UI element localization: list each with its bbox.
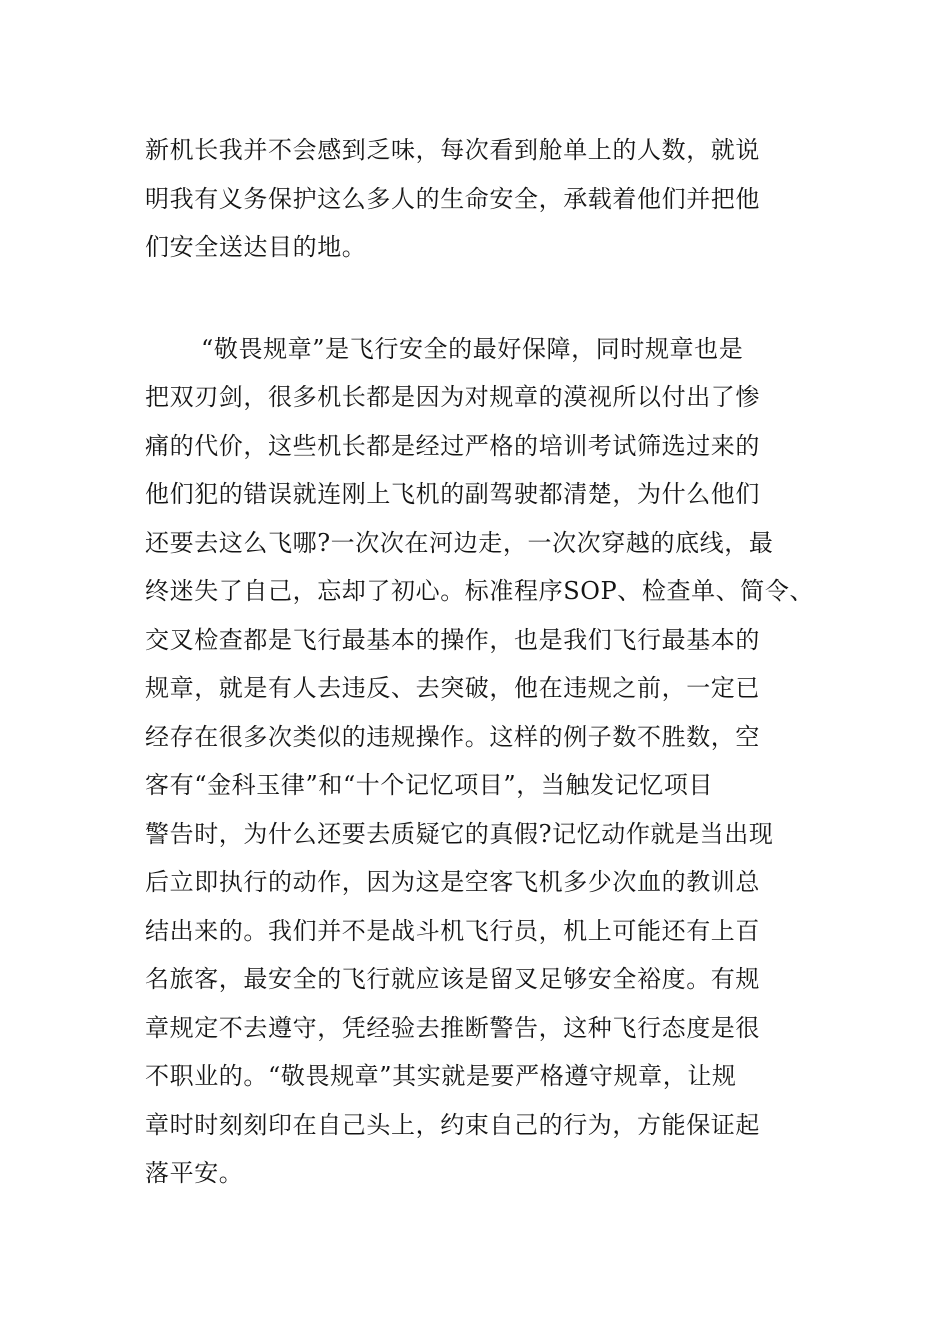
text-line: 还要去这么飞哪?一次次在河边走，一次次穿越的底线，最 (145, 529, 774, 557)
text-line: 新机长我并不会感到乏味，每次看到舱单上的人数，就说 (145, 136, 760, 164)
text-line: 结出来的。我们并不是战斗机飞行员，机上可能还有上百 (145, 917, 760, 945)
text-line: 章时时刻刻印在自己头上，约束自己的行为，方能保证起 (145, 1111, 760, 1139)
text-line: 章规定不去遵守，凭经验去推断警告，这种飞行态度是很 (145, 1014, 760, 1042)
text-line: 后立即执行的动作，因为这是空客飞机多少次血的教训总 (145, 868, 760, 896)
text-line: 规章，就是有人去违反、去突破，他在违规之前，一定已 (145, 674, 760, 702)
text-line: 名旅客，最安全的飞行就应该是留叉足够安全裕度。有规 (145, 965, 760, 993)
text-line: 们安全送达目的地。 (145, 233, 367, 261)
text-line: “敬畏规章”是飞行安全的最好保障，同时规章也是 (201, 335, 744, 363)
text-line: 客有“金科玉律”和“十个记忆项目”，当触发记忆项目 (145, 771, 714, 799)
text-line: 明我有义务保护这么多人的生命安全，承载着他们并把他 (145, 185, 760, 213)
text-line: 终迷失了自己，忘却了初心。标准程序SOP、检查单、简令、 (145, 577, 815, 605)
text-line: 警告时，为什么还要去质疑它的真假?记忆动作就是当出现 (145, 820, 774, 848)
text-line: 不职业的。“敬畏规章”其实就是要严格遵守规章，让规 (145, 1062, 737, 1090)
text-line: 经存在很多次类似的违规操作。这样的例子数不胜数，空 (145, 723, 760, 751)
text-line: 他们犯的错误就连刚上飞机的副驾驶都清楚，为什么他们 (145, 480, 760, 508)
text-line: 交叉检查都是飞行最基本的操作，也是我们飞行最基本的 (145, 626, 760, 654)
text-line: 把双刃剑，很多机长都是因为对规章的漠视所以付出了惨 (145, 383, 760, 411)
text-line: 痛的代价，这些机长都是经过严格的培训考试筛选过来的 (145, 432, 760, 460)
text-line: 落平安。 (145, 1159, 244, 1187)
